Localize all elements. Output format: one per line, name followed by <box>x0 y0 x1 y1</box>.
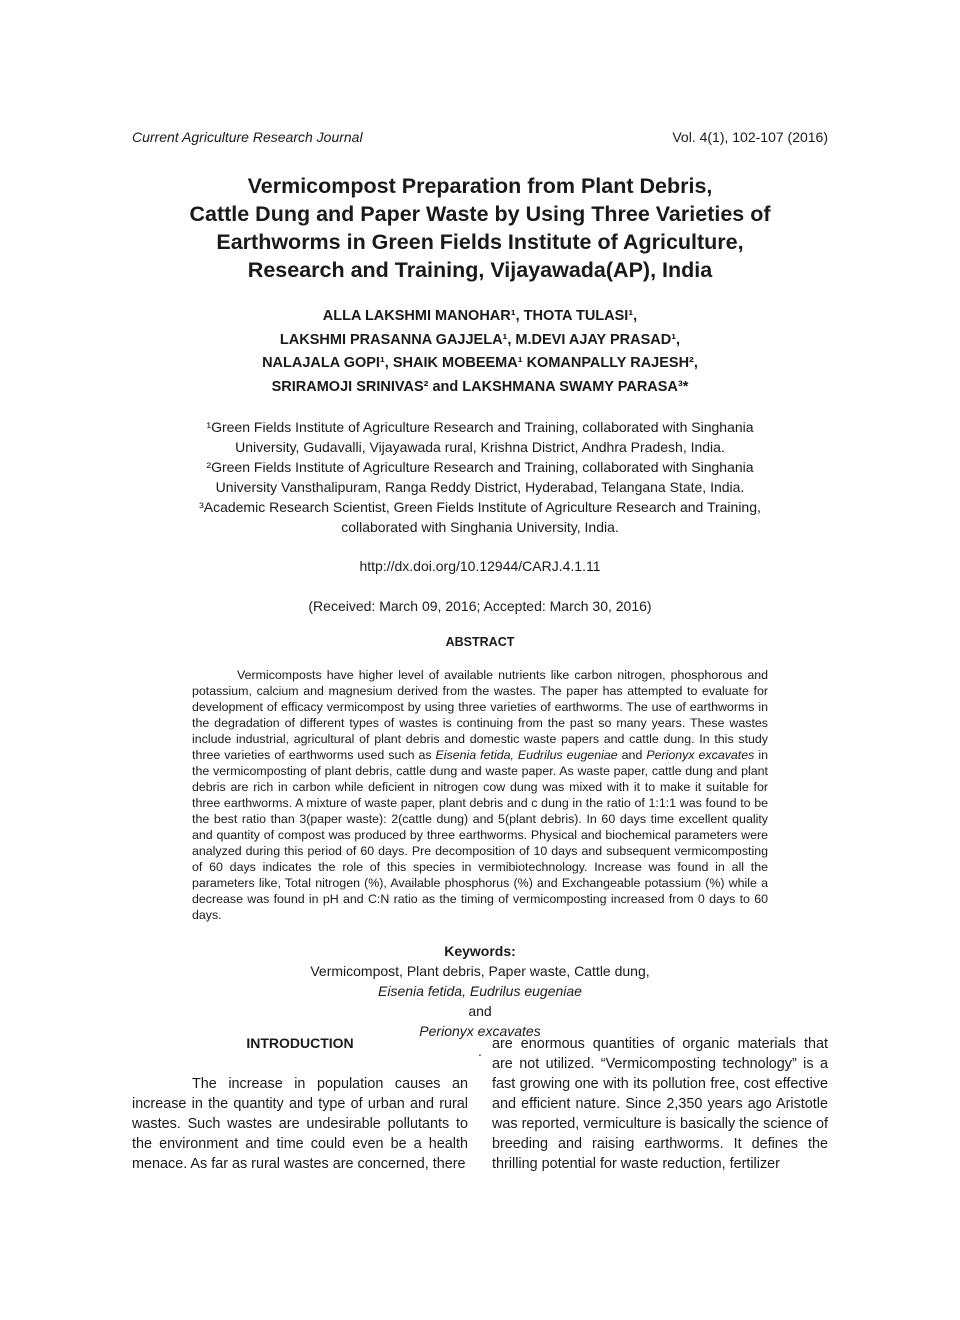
title-line: Research and Training, Vijayawada(AP), India <box>247 258 713 282</box>
abstract-heading: ABSTRACT <box>445 635 515 649</box>
author-line: SRIRAMOJI SRINIVAS² and LAKSHMANA SWAMY PARASA³* <box>271 378 689 395</box>
author-line: LAKSHMI PRASANNA GAJJELA¹, M.DEVI AJAY PRASAD¹, <box>279 331 681 348</box>
affiliation-line: ¹Green Fields Institute of Agriculture Research and Training, collaborated with Singhania <box>206 419 754 435</box>
abstract-body <box>192 667 768 923</box>
introduction-left-column: The increase in population causes an increase in the quantity and type of urban and rural wastes. Such wastes are undesirable pollutants to the environment and time could even be a health menace. As far as rural wastes are concerned, there <box>132 1076 468 1172</box>
affiliation-line: ²Green Fields Institute of Agriculture Research and Training, collaborated with Singhania <box>206 459 754 475</box>
species-name: Eisenia fetida, Eudrilus eugeniae <box>435 748 618 762</box>
volume-info: Vol. 4(1), 102-107 (2016) <box>672 129 828 145</box>
author-line: ALLA LAKSHMI MANOHAR¹, THOTA TULASI¹, <box>322 308 638 324</box>
affiliation-line: collaborated with Singhania University, India. <box>341 519 619 535</box>
introduction-heading: INTRODUCTION <box>246 1035 354 1051</box>
keywords-text: . <box>478 1043 482 1059</box>
keywords-label: Keywords: <box>444 943 516 959</box>
author-list <box>130 305 830 399</box>
abstract-text: Vermicomposts have higher level of available nutrients like carbon nitrogen, phosphorous and potassium, calcium and magnesium derived from the wastes. The paper has attempted to evaluate for development of efficacy vermicompost by using three varieties of earthworms. The use of earthworms in the degradation of different types of wastes is continuing from the past so many years. These wastes include industrial, agricultural of plant debris and domestic waste papers and cattle dung. In this study three varieties of earthworms used such as <box>192 668 768 762</box>
running-head <box>132 129 828 149</box>
species-name: Perionyx excavates <box>646 748 755 762</box>
affiliation-line: University, Gudavalli, Vijayawada rural, Krishna District, Andhra Pradesh, India. <box>235 439 725 455</box>
keywords-line <box>130 941 830 981</box>
title-line: Cattle Dung and Paper Waste by Using Three Varieties of <box>189 202 771 226</box>
received-dates: (Received: March 09, 2016; Accepted: March 30, 2016) <box>308 598 652 614</box>
keywords-text: and <box>468 1003 492 1019</box>
abstract-text: in the vermicomposting of plant debris, cattle dung and waste paper. As waste paper, cattle dung and plant debris are rich in carbon while deficient in nitrogen cow dung was mixed with it to make it suitable for three earthworms. A mixture of waste paper, plant debris and c dung in the ratio of 1:1:1 was found to be the best ratio than 3(paper waste): 2(cattle dung) and 5(plant debris). In 60 days time excellent quality and quantity of compost was produced by three earthworms. Physical and biochemical parameters were analyzed during this period of 60 days. Pre decomposition of 10 days and subsequent vermicomposting of 60 days indicates the role of this species in vermibiotechnology. Increase was found in all the parameters like, Total nitrogen (%), Available phosphorus (%) and Exchangeable potassium (%) while a decrease was found in pH and C:N ratio as the timing of vermicomposting increased from 0 days to 60 days. <box>192 748 768 922</box>
species-name: Perionyx excavates <box>419 1023 541 1039</box>
affiliation-line: University Vansthalipuram, Ranga Reddy District, Hyderabad, Telangana State, India. <box>215 479 745 495</box>
affiliation-line: ³Academic Research Scientist, Green Fields Institute of Agriculture Research and Training, <box>199 499 761 515</box>
journal-name: Current Agriculture Research Journal <box>132 129 363 145</box>
author-line: NALAJALA GOPI¹, SHAIK MOBEEMA¹ KOMANPALLY RAJESH², <box>262 355 698 371</box>
affiliations <box>130 417 830 537</box>
abstract-text: and <box>617 748 647 762</box>
doi-link[interactable]: http://dx.doi.org/10.12944/CARJ.4.1.11 <box>359 558 601 574</box>
title-line: Earthworms in Green Fields Institute of Agriculture, <box>216 230 744 254</box>
keywords-text: Vermicompost, Plant debris, Paper waste, Cattle dung, <box>310 963 650 979</box>
species-name: Eisenia fetida, Eudrilus eugeniae <box>378 983 582 999</box>
article-title <box>130 172 830 284</box>
title-line: Vermicompost Preparation from Plant Debris, <box>247 174 713 198</box>
introduction-right-column: are enormous quantities of organic materials that are not utilized. “Vermicomposting technology” is a fast growing one with its pollution free, cost effective and efficient nature. Since 2,350 years ago Aristotle was reported, vermiculture is basically the science of breeding and raising earthworms. It defines the thrilling potential for waste reduction, fertilizer <box>492 1036 828 1172</box>
